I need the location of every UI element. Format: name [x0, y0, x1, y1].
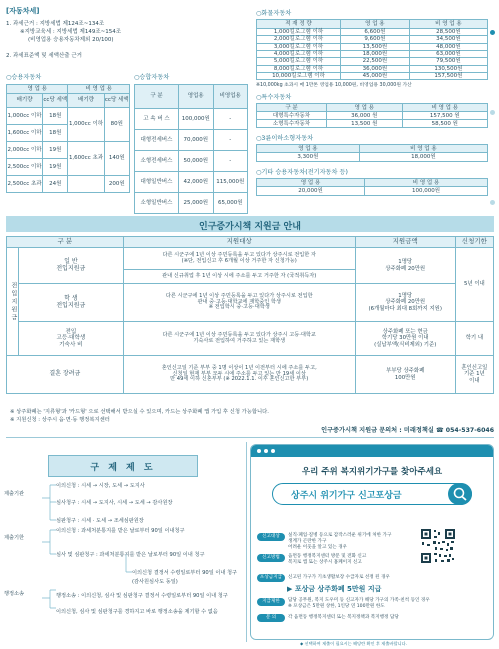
- table-cell: -: [213, 130, 248, 151]
- table-cell: 80원: [104, 108, 129, 142]
- table-cell: 22,500원: [341, 58, 410, 65]
- table-cell: 2,000cc 이하: [7, 142, 43, 159]
- table-cell: 45,000원: [341, 72, 410, 79]
- pop-row-amount: 상주화폐 또는 현금 학기당 30만원 이내 (실납부액(식비제외) 기준): [355, 322, 455, 356]
- welfare-footer: ◆ 선택하여 제출이 필요시는 해당란 확인 후 제출바랍니다.: [300, 641, 407, 646]
- pop-contact: 인구증가시책 지원금 문의처 : 미래정책실 ☎ 054-537-6046: [321, 427, 494, 434]
- legal-basis-1: 1. 과세근거 : 지방세법 제124조~134조: [6, 21, 105, 27]
- table-cell: 18원: [43, 125, 68, 142]
- table-cell: 1,000cc 이하: [7, 108, 43, 125]
- welfare-reward: [287, 585, 489, 594]
- passenger-sub-2: cc당 세액: [43, 94, 68, 108]
- table-cell: 63,000원: [409, 50, 487, 57]
- passenger-sub-3: 배기량: [68, 94, 104, 108]
- table-cell: 소형특수자동차: [257, 120, 327, 128]
- table-cell: 대형일반버스: [135, 172, 179, 193]
- relief-group-label: 제출기관: [4, 491, 25, 497]
- legal-basis-1-note2: (비영업용 승용자동차제외 20/100): [28, 37, 114, 43]
- special-head-type: 구 분: [257, 104, 327, 112]
- relief-item: 심사청구 : 시세 → 도지사, 시세 → 도세 → 감사원장: [56, 500, 173, 506]
- table-cell: 58,500 원: [402, 120, 487, 128]
- welfare-tag: 지급제한: [257, 598, 285, 606]
- table-cell: 200원: [104, 176, 129, 193]
- cargo-head-nonbiz: 비 영 업 용: [409, 20, 487, 29]
- relief-item: 행정소송 : 이의신청, 심사 및 심판청구 결정서 수령일로부터 90일 이내 청구: [56, 593, 228, 599]
- pop-row-deadline: 5년 이내: [455, 248, 493, 322]
- relief-item: 심사 및 심판청구 : 과세처분통지를 받은 날로부터 90일 이내 청구: [56, 552, 205, 558]
- table-cell: 48,000원: [409, 43, 487, 50]
- table-cell: 100,000원: [179, 109, 214, 130]
- relief-group-label: 제출기한: [4, 535, 25, 541]
- reward-arrow-icon: ▶: [287, 585, 295, 593]
- table-cell: 3,300원: [257, 153, 360, 162]
- other-head-biz: 영 업 용: [257, 179, 365, 187]
- passenger-table: [6, 84, 130, 193]
- welfare-row-text: 신고된 가구가 기초생활보장 수급자로 선정 된 경우: [288, 575, 390, 581]
- pop-row-target: 다른 시군구에 1년 이상 주민등록을 두고 있다가 상주시로 전입한 자 (※단, 전입신고 후 6개월 이상 거주한 자 신청가능): [123, 248, 355, 270]
- cargo-head-biz: 영 업 용: [341, 20, 410, 29]
- pop-row-label: 전입 고등·대학생 기숙사 비: [19, 322, 124, 356]
- table-cell: 79,500원: [409, 58, 487, 65]
- relief-title: 구 제 제 도: [90, 463, 156, 473]
- table-cell: 13,500원: [341, 43, 410, 50]
- special-table-title: ○특수자동차: [256, 94, 292, 102]
- pop-head-type: 구 분: [7, 237, 124, 248]
- van-head-biz: 영업용: [179, 85, 214, 109]
- table-cell: 1,000cc 이하: [68, 108, 104, 142]
- table-cell: 65,000원: [213, 193, 248, 214]
- table-cell: 36,000 원: [327, 112, 403, 120]
- cargo-table-title: ○화물자동차: [256, 10, 292, 17]
- table-cell: 2,500cc 초과: [7, 176, 43, 193]
- table-cell: 2,500cc 이하: [7, 159, 43, 176]
- table-cell: 4,000킬로그램 이하: [257, 50, 341, 57]
- table-cell: -: [213, 151, 248, 172]
- table-cell: 18,000원: [359, 153, 487, 162]
- scroll-track[interactable]: [490, 30, 496, 210]
- table-cell: [68, 176, 104, 193]
- table-cell: 140원: [104, 142, 129, 176]
- table-cell: 1,000킬로그램 이하: [257, 29, 341, 36]
- table-cell: 5,000킬로그램 이하: [257, 58, 341, 65]
- table-cell: 115,000원: [213, 172, 248, 193]
- legal-basis-1-note: ※지방교육세 : 지방세법 제149조~154조: [20, 29, 122, 35]
- table-cell: 24원: [43, 176, 68, 193]
- table-cell: 157,500원: [409, 72, 487, 79]
- welfare-tag: 문 의: [257, 614, 285, 622]
- van-table-title: ○승합자동차: [134, 74, 170, 81]
- table-cell: 1,600cc 이하: [7, 125, 43, 142]
- table-cell: 대형특수자동차: [257, 112, 327, 120]
- relief-item: 이의신청 : 과세처분통지를 받은 날로부터 90일 이내청구: [56, 528, 185, 534]
- passenger-sub-1: 배기량: [7, 94, 43, 108]
- table-cell: 25,000원: [179, 193, 214, 214]
- table-cell: 9,600원: [341, 36, 410, 43]
- pop-row-target: 다른 시군구에 1년 이상 주민등록을 두고 있다가 상주시 고등·대학교 기숙사로 전입하여 거주하고 있는 재학생: [123, 322, 355, 356]
- special-head-biz: 영 업 용: [327, 104, 403, 112]
- scroll-dot[interactable]: [490, 30, 495, 35]
- table-cell: 대형전세버스: [135, 130, 179, 151]
- population-title: 인구증가시책 지원금 안내: [199, 222, 301, 232]
- section-divider: [6, 437, 494, 438]
- pop-row-amount: 1명당 상주화폐 20만원: [355, 248, 455, 284]
- welfare-top-bar: [251, 445, 493, 457]
- special-head-nonbiz: 비 영 업 용: [402, 104, 487, 112]
- relief-item: 심판청구 : 시세 · 도세 → 조세심판원장: [56, 518, 144, 524]
- other-table: [256, 178, 488, 196]
- table-cell: 소형전세버스: [135, 151, 179, 172]
- table-cell: 36,000원: [341, 65, 410, 72]
- table-cell: 1,600cc 초과: [68, 142, 104, 176]
- pop-marriage-deadline: 혼인신고일 기준 1년 이내: [455, 356, 493, 394]
- table-cell: 157,500 원: [402, 112, 487, 120]
- population-table: [6, 236, 494, 394]
- welfare-tag: 신고방법: [257, 554, 285, 562]
- qr-code[interactable]: [419, 527, 457, 565]
- table-cell: 2,000킬로그램 이하: [257, 36, 341, 43]
- welfare-sub: 상주시 위기가구 신고포상금: [291, 491, 402, 501]
- table-cell: 130,500원: [409, 65, 487, 72]
- tricycle-table-title: ○3륜이하소형자동차: [256, 135, 314, 143]
- welfare-panel: [250, 444, 494, 640]
- pop-head-deadline: 신청기한: [455, 237, 493, 248]
- table-cell: 6,600원: [341, 29, 410, 36]
- pop-row-target: 다른 시군구에 1년 이상 주민등록을 두고 있다가 상주시로 전입한 관내 중·고등·대학교에 재학중인 학생 ※ 전입학시 중·고등·대학생: [123, 284, 355, 322]
- pop-row-label: 일 반 전입지원금: [19, 248, 124, 284]
- relief-item: 이의신청 결정서 수령일로부터 90일 이내 청구: [132, 570, 238, 576]
- cargo-table: [256, 19, 488, 80]
- welfare-row-text: 읍면동 행정복지센터 방문 및 전화 신고 복지로 앱 또는 상주시 홈페이지 신고: [288, 553, 367, 565]
- van-head-nonbiz: 비영업용: [213, 85, 248, 109]
- scroll-dot[interactable]: [490, 200, 495, 205]
- welfare-row-text: 각 읍면동 행정복지센터 또는 복지정책과 복지행정 담당: [288, 615, 399, 621]
- window-dot-icon: [271, 449, 275, 453]
- pop-head-amount: 지원금액: [355, 237, 455, 248]
- relief-item: 이의신청 : 시세 → 시장, 도세 → 도지사: [56, 483, 145, 489]
- table-cell: 20,000원: [257, 187, 365, 196]
- page-mark: [자동차세]: [6, 7, 40, 15]
- cargo-head-weight: 적 재 정 량: [257, 20, 341, 29]
- table-cell: 28,500원: [409, 29, 487, 36]
- welfare-tag: 포상금지급: [257, 574, 285, 582]
- pop-row-target2: 관내 신규취업 후 1년 이상 시에 주소를 두고 거주한 자 (국적취득자): [123, 270, 355, 284]
- table-cell: 3,000킬로그램 이하: [257, 43, 341, 50]
- pop-footnote-1: ※ 상주화폐는 '지류형'과 '카드형' 으로 선택해서 받으실 수 있으며, 카드는 상주화폐 앱 가입 후 신청 가능합니다.: [10, 409, 269, 415]
- table-cell: 100,000원: [365, 187, 488, 196]
- legal-basis-2: 2. 과세표준액 및 세액산출 근거: [6, 53, 82, 59]
- scroll-dot[interactable]: [490, 110, 495, 115]
- window-dot-icon: [264, 449, 268, 453]
- table-cell: 42,000원: [179, 172, 214, 193]
- pop-marriage-amount: 부부당 상주화폐 100만원: [355, 356, 455, 394]
- pop-head-target: 지원대상: [123, 237, 355, 248]
- table-cell: 34,500원: [409, 36, 487, 43]
- table-cell: 50,000원: [179, 151, 214, 172]
- table-cell: 8,000킬로그램 이하: [257, 65, 341, 72]
- table-cell: -: [213, 109, 248, 130]
- tricycle-head-nonbiz: 비 영 업 용: [359, 145, 487, 153]
- table-cell: 고 속 버 스: [135, 109, 179, 130]
- van-head-type: 구 분: [135, 85, 179, 109]
- passenger-table-title: ○승용자동차: [6, 74, 42, 81]
- passenger-head-nonbiz: 비 영 업 용: [68, 85, 130, 94]
- welfare-reward-text: 포상금 상주화폐 5만원 지급: [294, 585, 382, 593]
- van-table: [134, 84, 248, 214]
- column-divider: [246, 442, 247, 642]
- welfare-row-text: 실직·폐업·질병 등으로 갑작스러운 위기에 처한 가구 생계가 곤란한 가구 어려운 이웃을 알고 있는 경우: [288, 533, 392, 550]
- pop-marriage-label: 결혼 장려금: [7, 356, 124, 394]
- welfare-row-text: 담당 공무원, 복지 도우미 등 신고자가 해당 가구의 가족·친척 등인 경우 ※ 포상금은 5만원 상한, 1인당 연 100만원 한도: [288, 598, 430, 610]
- table-cell: 18원: [43, 108, 68, 125]
- pop-row-label: 학 생 전입지원금: [19, 284, 124, 322]
- welfare-headline: 우리 주위 복지위기가구를 찾아주세요: [301, 467, 443, 477]
- pop-row-amount: 1명당 상주화폐 20만원 (6개월마다 최대 8회까지 지원): [355, 284, 455, 322]
- cargo-note: ※10,000kg 초과시 매 1만톤 영업용 10,000원, 비영업용 30,000원 가산: [256, 83, 412, 89]
- pop-group-label: 전입지원금: [7, 248, 19, 356]
- table-cell: 소형일반버스: [135, 193, 179, 214]
- relief-item: 이의신청, 심사 및 심판청구를 경하지고 바로 행정소송을 제기할 수 없음: [56, 609, 218, 615]
- welfare-tag: 신고대상: [257, 533, 285, 541]
- passenger-head-biz: 영 업 용: [7, 85, 68, 94]
- pop-row-deadline: 학기 내: [455, 322, 493, 356]
- special-table: [256, 103, 488, 128]
- pop-footnote-2: ※ 지원신청 : 상주시 읍·면·동 행정복지센터: [10, 417, 110, 423]
- passenger-sub-4: cc당 세액: [104, 94, 129, 108]
- table-cell: 10,000킬로그램 이하: [257, 72, 341, 79]
- table-cell: 19원: [43, 142, 68, 159]
- table-cell: 13,500 원: [327, 120, 403, 128]
- pop-marriage-target: 혼인신고일 기준 부부 중 1명 이상이 1년 이전부터 시에 주소를 두고, 신청일 현재 부부 모두 시에 주소를 두고 있는 만 19세 이상 만 49세 이하 신혼부부 (※ 2022.1.1. 이후 혼인신고한 부부): [123, 356, 355, 394]
- tricycle-head-biz: 영 업 용: [257, 145, 360, 153]
- table-cell: 70,000원: [179, 130, 214, 151]
- table-cell: 18,000원: [341, 50, 410, 57]
- window-dot-icon: [257, 449, 261, 453]
- tricycle-table: [256, 144, 488, 162]
- other-head-nonbiz: 비 영 업 용: [365, 179, 488, 187]
- relief-item: (감사원심사도 동일): [132, 579, 178, 585]
- relief-group-label: 행정소송: [4, 591, 25, 597]
- table-cell: 19원: [43, 159, 68, 176]
- welfare-search-bar[interactable]: [272, 483, 472, 505]
- other-table-title: ○기타 승용자동차(전기자동차 등): [256, 169, 348, 177]
- search-icon[interactable]: [448, 483, 472, 505]
